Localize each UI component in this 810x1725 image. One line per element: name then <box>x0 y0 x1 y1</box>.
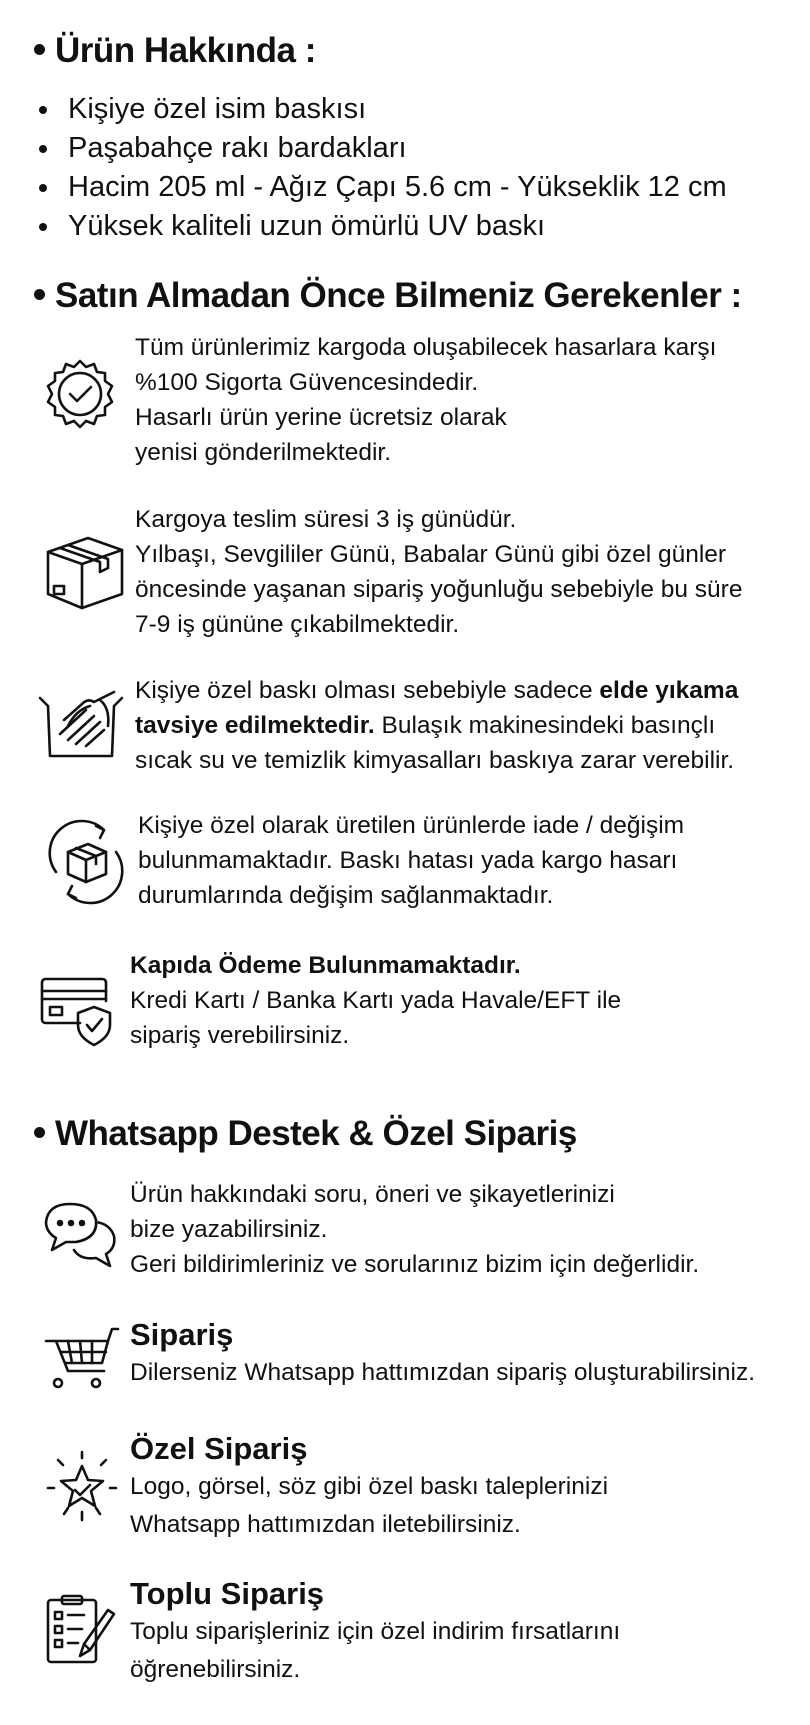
order-text: Dilerseniz Whatsapp hattımızdan sipariş oluşturabilirsiniz. <box>130 1359 756 1386</box>
know-heading: Satın Almadan Önce Bilmeniz Gerekenler : <box>34 276 742 316</box>
star-check-icon <box>44 1448 120 1524</box>
returns-text: Kişiye özel olarak üretilen ürünlerde iade / değişim bulunmamaktadır. Baskı hatası yada kargo hasarı durumlarında değişim sağlanmaktadır. <box>138 812 685 909</box>
clipboard-checklist-icon <box>44 1594 116 1666</box>
special-info <box>130 1430 608 1544</box>
support-heading: Whatsapp Destek & Özel Sipariş <box>34 1114 577 1154</box>
insurance-text: Tüm ürünlerimiz kargoda oluşabilecek hasarlara karşı %100 Sigorta Güvencesindedir. Hasarlı ürün yerine ücretsiz olarak yenisi gönderilmektedir. <box>135 334 717 466</box>
payment-title: Kapıda Ödeme Bulunmamaktadır. <box>130 952 521 979</box>
shopping-cart-icon <box>44 1325 120 1391</box>
order-title: Sipariş <box>130 1317 234 1352</box>
bulk-text: Toplu siparişleriniz için özel indirim fırsatlarını öğrenebilirsiniz. <box>130 1618 621 1683</box>
payment-info <box>130 948 621 1053</box>
bulk-info <box>130 1575 620 1689</box>
special-text: Logo, görsel, söz gibi özel baskı taleplerinizi Whatsapp hattımızdan iletebilirsiniz. <box>130 1473 609 1538</box>
washing-text: Kişiye özel baskı olması sebebiyle sadece elde yıkama tavsiye edilmektedir. Bulaşık makinesindeki basınçlı sıcak su ve temizlik kimyasalları baskıya zarar verebilir. <box>135 677 739 774</box>
feedback-text: Ürün hakkındaki soru, öneri ve şikayetlerinizi bize yazabilirsiniz. Geri bildirimleriniz ve sorularınız bizim için değerlidir. <box>130 1181 700 1278</box>
list-item: Hacim 205 ml - Ağız Çapı 5.6 cm - Yükseklik 12 cm <box>36 168 727 207</box>
bulk-title: Toplu Sipariş <box>130 1576 325 1611</box>
special-title: Özel Sipariş <box>130 1431 308 1466</box>
box-icon <box>44 532 124 612</box>
heading-bullet <box>34 1127 45 1138</box>
list-item: Yüksek kaliteli uzun ömürlü UV baskı <box>36 207 727 246</box>
payment-text: Kredi Kartı / Banka Kartı yada Havale/EFT ile sipariş verebilirsiniz. <box>130 987 622 1049</box>
about-list <box>36 90 727 246</box>
delivery-text: Kargoya teslim süresi 3 iş günüdür. Yılbaşı, Sevgililer Günü, Babalar Günü gibi özel günler öncesinde yaşanan sipariş yoğunluğu sebebiyle bu süre 7-9 iş gününe çıkabilmektedir. <box>135 506 743 638</box>
heading-bullet <box>34 289 45 300</box>
return-box-icon <box>46 822 126 902</box>
order-info <box>130 1316 755 1392</box>
guarantee-badge-icon <box>42 357 118 433</box>
hand-wash-icon <box>38 680 124 760</box>
list-item: Kişiye özel isim baskısı <box>36 90 727 129</box>
secure-card-icon <box>40 975 120 1047</box>
about-heading: Ürün Hakkında : <box>34 31 316 71</box>
chat-bubbles-icon <box>44 1200 120 1270</box>
list-item: Paşabahçe rakı bardakları <box>36 129 727 168</box>
heading-bullet <box>34 44 45 55</box>
